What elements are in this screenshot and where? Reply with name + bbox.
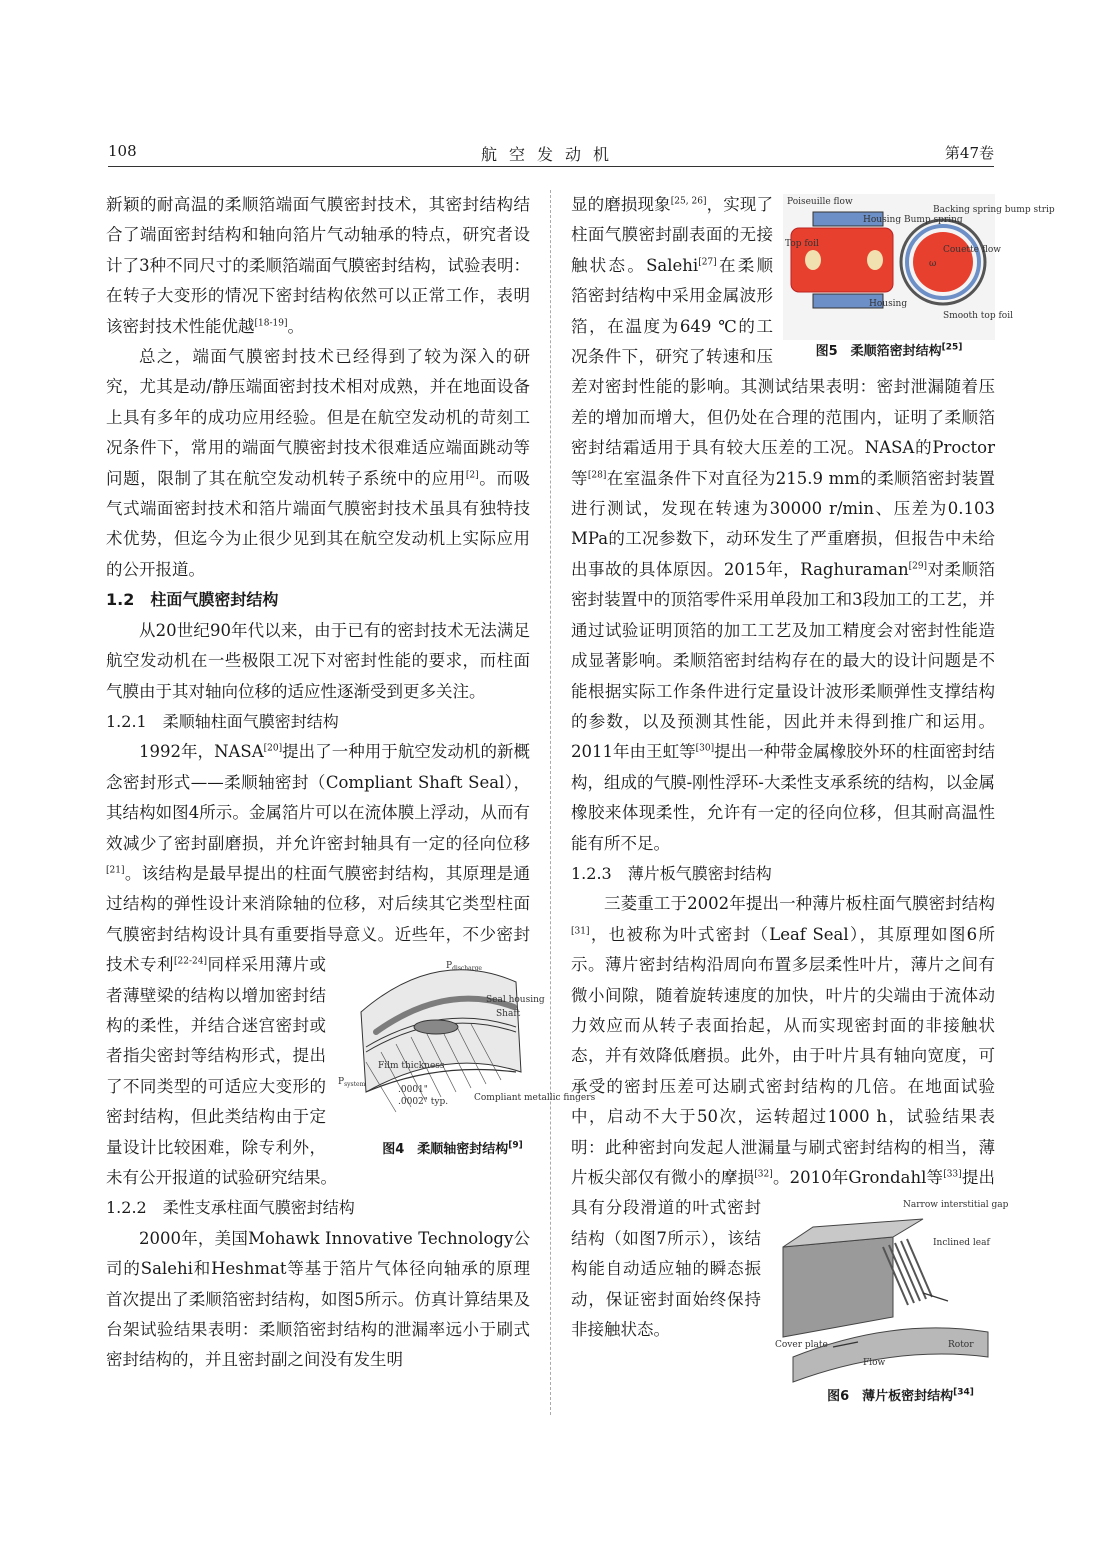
figure-4 <box>336 952 596 1162</box>
fig6-label-inclined: Inclined leaf <box>933 1238 990 1249</box>
citation[interactable]: [22-24] <box>174 956 207 967</box>
citation[interactable]: [18-19] <box>254 318 288 329</box>
subsection-heading: 1.2.1 柔顺轴柱面气膜密封结构 <box>106 711 339 731</box>
fig4-label-val2: .0002" typ. <box>398 1097 449 1108</box>
figure-5-caption: 图5 柔顺箔密封结构[25] <box>815 342 963 359</box>
fig6-label-narrow: Narrow interstitial gap <box>903 1200 1009 1211</box>
citation[interactable]: [20] <box>263 743 283 754</box>
fig5-label-backing: Backing spring bump strip <box>933 205 1055 215</box>
fig5-label-poiseuille: Poiseuille flow <box>787 197 853 207</box>
right-column <box>571 190 1055 1412</box>
fig4-label-shaft: Shaft <box>496 1009 521 1020</box>
figure-5 <box>783 194 1055 369</box>
paragraph: 1992年，NASA[20]提出了一种用于航空发动机的新概念密封形式——柔顺轴密封（Compliant Shaft Seal），其结构如图4所示。金属箔片可以在流体膜上浮动，从而有效减少了密封副磨损，并允许密封轴具有一定的径向位移[21]。该结构是最早提出的柱面气膜密封结构，其原理是通过结构的弹性设计来消除轴的位移，对后续其它类型柱面气膜密封结构设计具有重要指导意义。近些年，不少密封技术专利[22-24] $P_{discharge}$ Seal housing Shaft $P_{system}$ Film thickness .0001" .0002" typ. Compliant metallic fingers 图4 柔顺轴密封结构[9] 同样采用薄片或者薄壁梁的结构以增加密封结构的柔性，并结合迷宫密封或者指尖密封等结构形式，提出了不同类型的可适应大变形的密封结构，但此类结构由于定量设计比较困难，除专利外，未有公开报道的试验研究结果。 <box>106 742 596 1187</box>
paragraph: Poiseuille flow Housing Bump spring Backing spring bump strip Top foil Couette flow ω Housing Smooth top foil 图5 柔顺箔密封结构[25] 显的磨损现象[25, 26]，实现了柱面气膜密封副表面的无接触状态。Salehi[27]在柔顺箔密封结构中采用金属波形箔，在温度为649 ℃的工况条件下，研究了转速和压差对密封性能的影响。其测试结果表明：密封泄漏随着压差的增加而增大，但仍处在合理的范围内，证明了柔顺箔密封结霜适用于具有较大压差的工况。NASA的Proctor等[28]在室温条件下对直径为215.9 mm的柔顺箔密封装置进行测试，发现在转速为30000 r/min、压差为0.103 MPa的工况参数下，动环发生了严重磨损，但报告中未给出事故的具体原因。2015年，Raghuraman[29]对柔顺箔密封装置中的顶箔零件采用单段加工和3段加工的工艺，并通过试验证明顶箔的加工工艺及加工精度会对密封性能造成显著影响。柔顺箔密封结构存在的最大的设计问题是不能根据实际工作条件进行定量设计波形柔顺弹性支撑结构的参数，以及预测其性能，因此并未得到推广和运用。2011年由王虹等[30]提出一种带金属橡胶外环的柱面密封结构，组成的气膜-刚性浮环-大柔性支承系统的结构，以金属橡胶来体现柔性，允许有一定的径向位移，但其耐高温性能有所不足。 <box>571 195 1055 853</box>
leaf-seal-diagram <box>773 1197 1009 1385</box>
citation[interactable]: [2] <box>465 470 479 481</box>
fig4-label-psystem: $P_{system}$ <box>338 1077 366 1089</box>
paragraph: 新颖的耐高温的柔顺箔端面气膜密封技术，其密封结构结合了端面密封结构和轴向箔片气动轴承的特点，研究者设计了3种不同尺寸的柔顺箔端面气膜密封结构，试验表明：在转子大变形的情况下密封结构依然可以正常工作，表明该密封技术性能优越[18-19]。 <box>106 195 530 336</box>
running-header <box>108 140 994 167</box>
fig5-label-housing: Housing <box>869 299 908 309</box>
fig5-label-housing-bump: Housing Bump spring <box>863 215 963 225</box>
citation[interactable]: [28] <box>587 470 607 481</box>
page-number: 108 <box>108 142 137 160</box>
column-divider <box>550 190 551 1415</box>
fig4-label-compliant: Compliant metallic fingers <box>474 1093 596 1104</box>
figure-6 <box>773 1197 1009 1412</box>
figure-4-caption: 图4 柔顺轴密封结构[9] <box>382 1140 523 1158</box>
fig5-label-smooth: Smooth top foil <box>943 311 1013 321</box>
fig5-label-couette: Couette flow <box>943 245 1001 255</box>
fig6-label-rotor: Rotor <box>948 1340 974 1351</box>
paragraph: 总之，端面气膜密封技术已经得到了较为深入的研究，尤其是动/静压端面密封技术相对成熟，并在地面设备上具有多年的成功应用经验。但是在航空发动机的苛刻工况条件下，常用的端面气膜密封技术很难适应端面跳动等问题，限制了其在航空发动机转子系统中的应用[2]。而吸气式端面密封技术和箔片端面气膜密封技术虽具有独特技术优势，但迄今为止很少见到其在航空发动机上实际应用的公开报道。 <box>106 347 531 579</box>
compliant-shaft-seal-diagram <box>336 952 596 1138</box>
fig4-label-pdischarge: $P_{discharge}$ <box>446 961 482 973</box>
paragraph: 2000年，美国Mohawk Innovative Technology公司的Salehi和Heshmat等基于箔片气体径向轴承的原理首次提出了柔顺箔密封结构，如图5所示。仿真计算结果及台架试验结果表明：柔顺箔密封结构的泄漏率远小于刷式密封结构的，并且密封副之间没有发生明 <box>106 1228 530 1370</box>
citation[interactable]: [25, 26] <box>670 196 707 207</box>
citation[interactable]: [21] <box>106 865 125 876</box>
volume-label: 第47卷 <box>944 144 994 162</box>
citation[interactable]: [32] <box>754 1169 773 1180</box>
compliant-foil-seal-diagram <box>783 194 1055 340</box>
journal-title: 航空发动机 <box>480 145 621 164</box>
fig4-label-film: Film thickness <box>378 1061 445 1072</box>
fig6-label-flow: Flow <box>863 1358 886 1369</box>
citation[interactable]: [30] <box>695 743 715 754</box>
citation[interactable]: [31] <box>571 926 590 937</box>
figure-6-caption: 图6 薄片板密封结构[34] <box>827 1388 974 1405</box>
subsection-heading: 1.2.3 薄片板气膜密封结构 <box>571 863 772 883</box>
subsection-heading: 1.2.2 柔性支承柱面气膜密封结构 <box>106 1198 355 1218</box>
fig5-label-omega: ω <box>929 259 937 269</box>
fig6-label-cover: Cover plate <box>775 1340 828 1351</box>
citation[interactable]: [29] <box>908 561 928 572</box>
paragraph: 从20世纪90年代以来，由于已有的密封技术无法满足航空发动机在一些极限工况下对密封性能的要求，而柱面气膜由于其对轴向位移的适应性逐渐受到更多关注。 <box>106 620 530 701</box>
fig4-label-seal-housing: Seal housing <box>486 995 545 1006</box>
citation[interactable]: [27] <box>698 257 717 268</box>
fig5-label-top: Top foil <box>785 239 819 249</box>
citation[interactable]: [33] <box>943 1169 962 1180</box>
section-heading: 1.2 柱面气膜密封结构 <box>106 590 279 610</box>
fig4-label-val1: .0001" <box>398 1085 428 1096</box>
paragraph: 三菱重工于2002年提出一种薄片板柱面气膜密封结构[31]，也被称为叶式密封（Leaf Seal），其原理如图6所示。薄片密封结构沿周向布置多层柔性叶片，薄片之间有微小间隙，随着旋转速度的加快，叶片的尖端由于流体动力效应而从转子表面抬起，从而实现密封面的非接触状态，并有效降低磨损。此外，由于叶片具有轴向宽度，可承受的密封压差可达刷式密封结构的几倍。在地面试验中，启动不大于50次，运转超过1000 h，试验结果表明：此种密封向发起人泄漏量与刷式密封结构的相当，薄片板尖部仅有微小的摩损[32]。2010年Grondahl等[33] Narrow interstitial gap Inclined leaf Cover plate Flow Rotor 图6 薄片板密封结构[34] 提出具有分段滑道的叶式密封结构（如图7所示），该结构能自动适应轴的瞬态振动，保证密封面始终保持非接触状态。 <box>571 889 995 1345</box>
